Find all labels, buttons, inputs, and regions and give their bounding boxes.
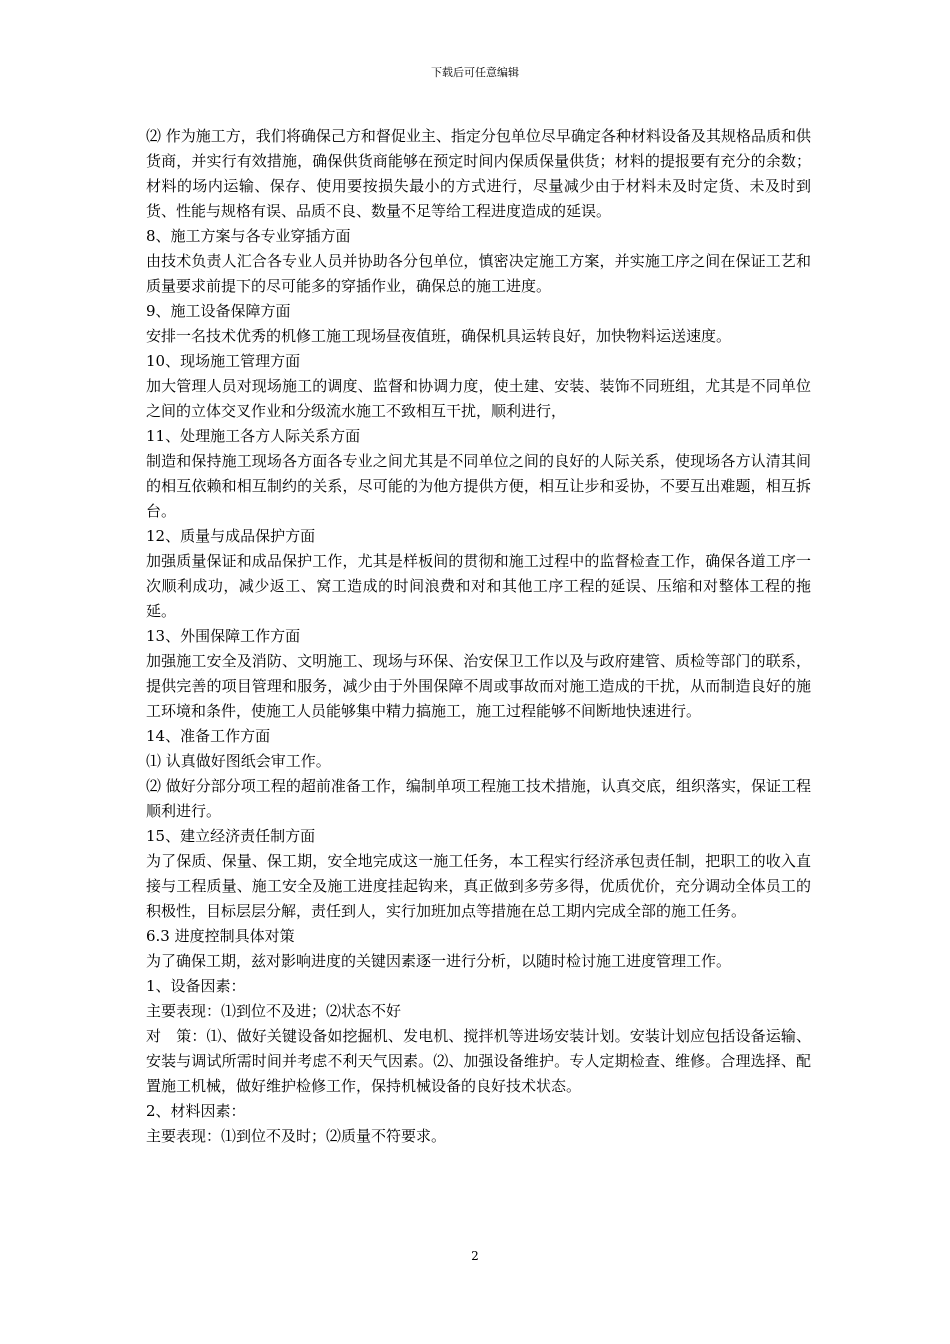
paragraph: ⑵ 作为施工方，我们将确保己方和督促业主、指定分包单位尽早确定各种材料设备及其规格品质和供货商，并实行有效措施，确保供货商能够在预定时间内保质保量供货；材料的提报要有充分的余数；材料的场内运输、保存、使用要按损失最小的方式进行，尽量减少由于材料未及时定货、未及时到货、性能与规格有误、品质不良、数量不足等给工程进度造成的延误。 [146,127,811,220]
paragraph: 主要表现：⑴到位不及进；⑵状态不好 [146,1002,402,1020]
section-heading: 11、处理施工各方人际关系方面 [146,427,361,445]
section-heading: 15、建立经济责任制方面 [146,827,316,845]
section-heading: 1、设备因素： [146,977,246,995]
section-heading: 13、外围保障工作方面 [146,627,301,645]
page-header: 下载后可任意编辑 [431,66,519,79]
paragraph: 为了保质、保量、保工期，安全地完成这一施工任务，本工程实行经济承包责任制，把职工的收入直接与工程质量、施工安全及施工进度挂起钩来，真正做到多劳多得，优质优价，充分调动全体员工的积极性，目标层层分解，责任到人，实行加班加点等措施在总工期内完成全部的施工任务。 [146,852,811,920]
section-heading: 6.3 进度控制具体对策 [146,927,295,945]
paragraph: 加强质量保证和成品保护工作，尤其是样板间的贯彻和施工过程中的监督检查工作，确保各道工序一次顺利成功，减少返工、窝工造成的时间浪费和对和其他工序工程的延误、压缩和对整体工程的拖延。 [146,552,811,620]
section-heading: 10、现场施工管理方面 [146,352,301,370]
section-heading: 2、材料因素： [146,1102,246,1120]
list-item: ⑵ 做好分部分项工程的超前准备工作，编制单项工程施工技术措施，认真交底，组织落实，保证工程顺利进行。 [146,777,811,820]
paragraph: 主要表现：⑴到位不及时；⑵质量不符要求。 [146,1127,447,1145]
page-number: 2 [471,1249,479,1263]
document-body [146,124,811,1149]
paragraph: 由技术负责人汇合各专业人员并协助各分包单位，慎密决定施工方案，并实施工序之间在保证工艺和质量要求前提下的尽可能多的穿插作业，确保总的施工进度。 [146,252,811,295]
list-item: ⑴ 认真做好图纸会审工作。 [146,752,331,770]
paragraph: 制造和保持施工现场各方面各专业之间尤其是不同单位之间的良好的人际关系，使现场各方认清其间的相互依赖和相互制约的关系，尽可能的为他方提供方便，相互让步和妥协，不要互出难题，相互拆台。 [146,452,811,520]
paragraph: 对 策：⑴、做好关键设备如挖掘机、发电机、搅拌机等进场安装计划。安装计划应包括设备运输、安装与调试所需时间并考虑不利天气因素。⑵、加强设备维护。专人定期检查、维修。合理选择、配置施工机械，做好维护检修工作，保持机械设备的良好技术状态。 [146,1027,811,1095]
section-heading: 14、准备工作方面 [146,727,271,745]
paragraph: 安排一名技术优秀的机修工施工现场昼夜值班，确保机具运转良好，加快物料运送速度。 [146,327,732,345]
section-heading: 8、施工方案与各专业穿插方面 [146,227,351,245]
paragraph: 加大管理人员对现场施工的调度、监督和协调力度，使土建、安装、装饰不同班组，尤其是不同单位之间的立体交叉作业和分级流水施工不致相互干扰，顺利进行， [146,377,811,420]
paragraph: 为了确保工期，兹对影响进度的关键因素逐一进行分析，以随时检讨施工进度管理工作。 [146,952,732,970]
section-heading: 12、质量与成品保护方面 [146,527,316,545]
section-heading: 9、施工设备保障方面 [146,302,291,320]
paragraph: 加强施工安全及消防、文明施工、现场与环保、治安保卫工作以及与政府建管、质检等部门的联系，提供完善的项目管理和服务，减少由于外围保障不周或事故而对施工造成的干扰，从而制造良好的施工环境和条件，使施工人员能够集中精力搞施工，施工过程能够不间断地快速进行。 [146,652,811,720]
